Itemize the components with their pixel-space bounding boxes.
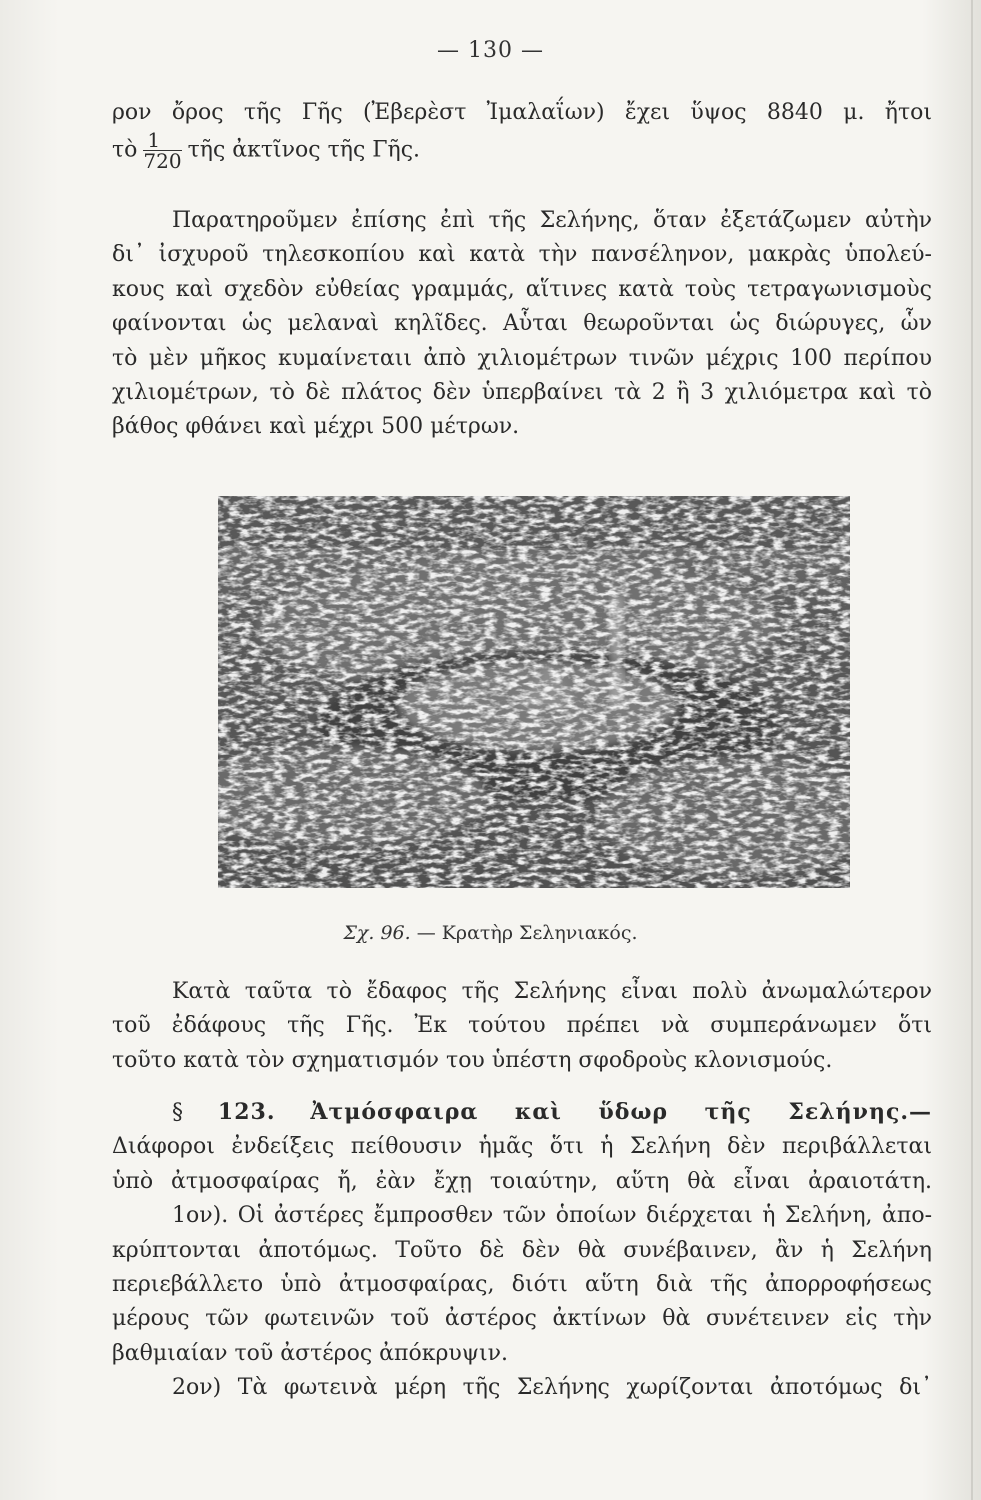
- section-symbol: §: [172, 1100, 183, 1125]
- fraction: [143, 130, 181, 171]
- paragraph-terrain: [112, 975, 932, 1078]
- paragraph-canals: [112, 204, 932, 445]
- section-number: 123.: [217, 1099, 276, 1125]
- text-line: βάθος φθάνει καὶ μέχρι 500 μέτρων.: [112, 414, 520, 440]
- fraction-numerator: 1: [143, 130, 181, 151]
- text-line: Παρατηροῦμεν ἐπίσης ἐπὶ τῆς Σελήνης, ὅταν ἐξετάζωμεν αὐτὴν: [172, 208, 932, 233]
- text-line: δι᾿ ἰσχυροῦ τηλεσκοπίου καὶ κατὰ τὴν πανσέληνον, μακρὰς ὑπολεύ-: [112, 242, 932, 268]
- text-line: Διάφοροι ἐνδείξεις πείθουσιν ἡμᾶς ὅτι ἡ Σελήνη δὲν περιβάλλεται: [112, 1134, 932, 1160]
- lunar-crater-photo: [218, 496, 850, 888]
- text-line: τοῦτο κατὰ τὸν σχηματισμόν του ὑπέστη σφοδροὺς κλονισμούς.: [112, 1047, 833, 1073]
- text-line: μέρους τῶν φωτεινῶν τοῦ ἀστέρος ἀκτίνων θὰ συνέτεινεν εἰς τὴν: [112, 1306, 932, 1332]
- text-line: ὑπὸ ἀτμοσφαίρας ἤ, ἐὰν ἔχῃ τοιαύτην, αὕτη θὰ εἶναι ἀραιοτάτη.: [112, 1168, 932, 1194]
- text-line: ρον ὄρος τῆς Γῆς (Ἐβερὲστ Ἰμαλαΐων) ἔχει ὕψος 8840 μ. ἤτοι: [112, 100, 932, 125]
- text-line: τὸ μὲν μῆκος κυμαίνεταιι ἀπὸ χιλιομέτρων τινῶν μέχρις 100 περίπου: [112, 345, 932, 371]
- crater-illustration: [218, 496, 850, 888]
- page-number: — 130 —: [437, 38, 544, 63]
- text-line: χιλιομέτρων, τὸ δὲ πλάτος δὲν ὑπερβαίνει τὰ 2 ἢ 3 χιλιόμετρα καὶ τὸ: [112, 380, 932, 406]
- figure-caption-text: — Κρατὴρ Σεληνιακός.: [416, 922, 638, 944]
- text-line: 1ον). Οἱ ἀστέρες ἔμπροσθεν τῶν ὁποίων διέρχεται ἡ Σελήνη, ἀπο-: [172, 1203, 932, 1229]
- text-fragment: τὸ: [112, 137, 138, 163]
- text-line: κους καὶ σχεδὸν εὐθείας γραμμάς, αἵτινες κατὰ τοὺς τετραγωνισμοὺς: [112, 276, 932, 302]
- figure-caption: [0, 922, 981, 944]
- text-line: κρύπτονται ἀποτόμως. Τοῦτο δὲ δὲν θὰ συνέβαινεν, ἂν ἡ Σελήνη: [112, 1237, 932, 1263]
- fraction-denominator: 720: [143, 149, 182, 172]
- text-line: βαθμιαίαν τοῦ ἀστέρος ἀπόκρυψιν.: [112, 1340, 509, 1366]
- text-line: Κατὰ ταῦτα τὸ ἔδαφος τῆς Σελήνης εἶναι πολὺ ἀνωμαλώτερον: [172, 979, 932, 1004]
- paragraph-continuation: [112, 96, 932, 171]
- text-line-with-fraction: [112, 130, 932, 171]
- text-fragment: τῆς ἀκτῖνος τῆς Γῆς.: [187, 137, 421, 163]
- text-line: τοῦ ἐδάφους τῆς Γῆς. Ἐκ τούτου πρέπει νὰ συμπεράνωμεν ὅτι: [112, 1013, 932, 1039]
- text-line: φαίνονται ὡς μελαναὶ κηλῖδες. Αὗται θεωροῦνται ὡς διώρυγες, ὧν: [112, 311, 932, 337]
- section-heading-line: [112, 1095, 932, 1130]
- page-edge: [971, 0, 973, 1500]
- text-line: περιεβάλλετο ὑπὸ ἀτμοσφαίρας, διότι αὕτη διὰ τῆς ἀπορροφήσεως: [112, 1272, 932, 1298]
- section-title: Ἀτμόσφαιρα καὶ ὕδωρ τῆς Σελήνης.—: [310, 1099, 932, 1125]
- section-123: [112, 1095, 932, 1406]
- text-line: 2ον) Τὰ φωτεινὰ μέρη τῆς Σελήνης χωρίζονται ἀποτόμως δι᾿: [172, 1375, 932, 1401]
- figure-label: Σχ. 96.: [343, 922, 411, 944]
